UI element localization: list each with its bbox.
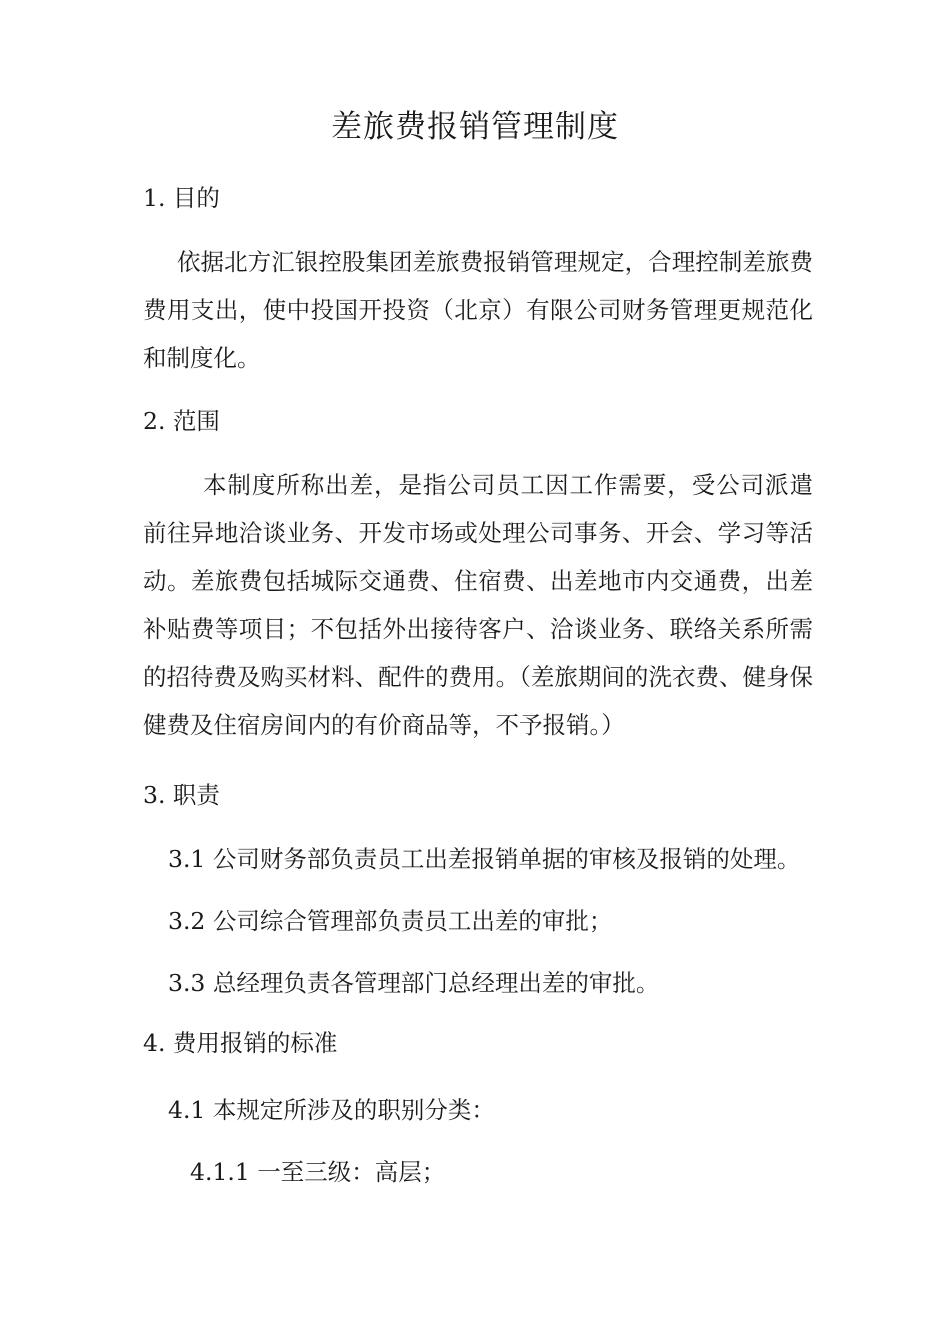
section-body-purpose: 依据北方汇银控股集团差旅费报销管理规定，合理控制差旅费费用支出，使中投国开投资（北京）有限公司财务管理更规范化和制度化。 [143, 248, 813, 372]
section-heading-standards: 4. 费用报销的标准 [143, 1029, 338, 1057]
section-body-scope: 本制度所称出差，是指公司员工因工作需要，受公司派遣前往异地洽谈业务、开发市场或处理公司事务、开会、学习等活动。差旅费包括城际交通费、住宿费、出差地市内交通费，出差补贴费等项目；不包括外出接待客户、洽谈业务、联络关系所需的招待费及购买材料、配件的费用。（差旅期间的洗衣费、健身保健费及住宿房间内的有价商品等，不予报销。） [143, 471, 813, 739]
subsection-heading: 4.1 本规定所涉及的职别分类： [168, 1096, 495, 1124]
duty-item: 3.1 公司财务部负责员工出差报销单据的审核及报销的处理。 [168, 845, 801, 873]
section-heading-purpose: 1. 目的 [143, 184, 220, 212]
document-title: 差旅费报销管理制度 [331, 109, 619, 145]
subsection-item: 4.1.1 一至三级：高层； [190, 1158, 446, 1186]
section-heading-duties: 3. 职责 [143, 781, 220, 809]
duty-item: 3.2 公司综合管理部负责员工出差的审批； [168, 907, 613, 935]
section-heading-scope: 2. 范围 [143, 407, 220, 435]
duty-item: 3.3 总经理负责各管理部门总经理出差的审批。 [168, 969, 660, 997]
